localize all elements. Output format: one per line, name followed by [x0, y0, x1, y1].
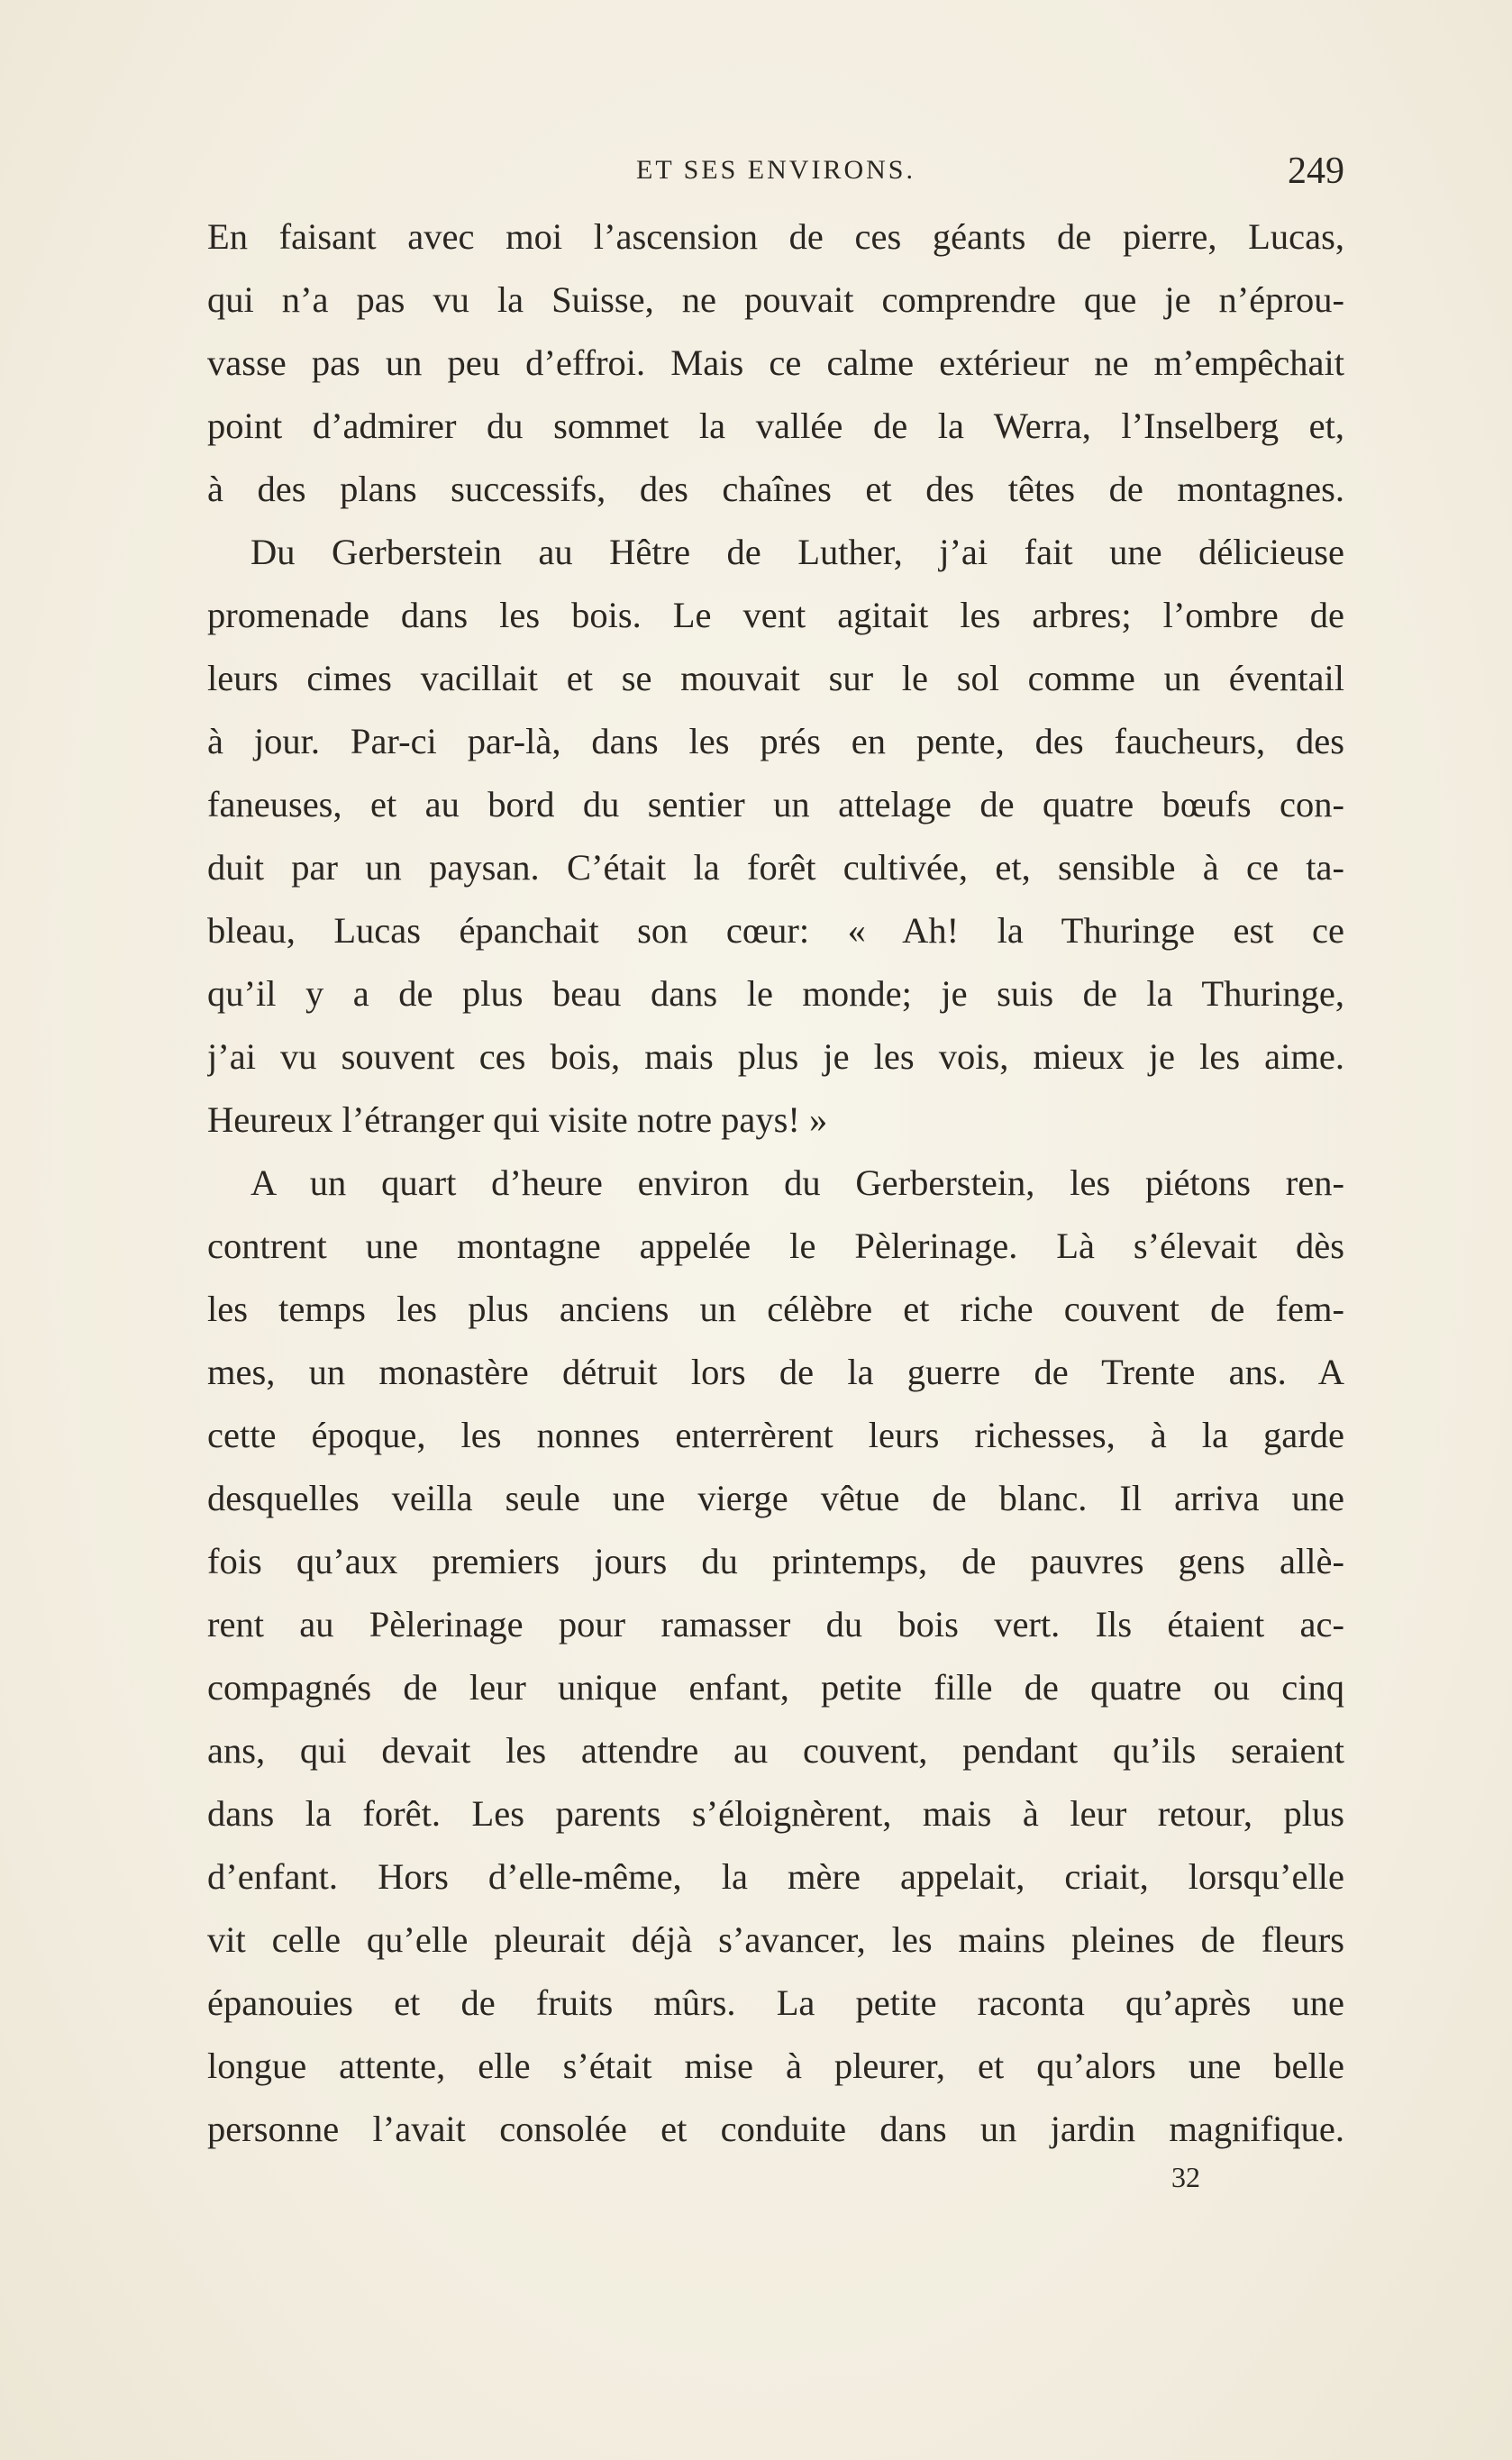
text-line: Heureux l’étranger qui visite notre pays! » [207, 1099, 828, 1140]
text-line: ans, qui devait les attendre au couvent, pendant qu’ils seraient [207, 1730, 1344, 1771]
text-line: longue attente, elle s’était mise à pleurer, et qu’alors une belle [207, 2045, 1344, 2086]
text-line: rent au Pèlerinage pour ramasser du bois vert. Ils étaient ac- [207, 1604, 1344, 1645]
text-line: duit par un paysan. C’était la forêt cultivée, et, sensible à ce ta- [207, 847, 1344, 888]
text-line: les temps les plus anciens un célèbre et riche couvent de fem- [207, 1289, 1344, 1329]
text-line: à des plans successifs, des chaînes et des têtes de montagnes. [207, 469, 1344, 509]
text-line: A un quart d’heure environ du Gerberstein, les piétons ren- [250, 1162, 1344, 1203]
text-line: desquelles veilla seule une vierge vêtue de blanc. Il arriva une [207, 1478, 1344, 1518]
text-line: qui n’a pas vu la Suisse, ne pouvait comprendre que je n’éprou- [207, 279, 1344, 320]
text-line: dans la forêt. Les parents s’éloignèrent, mais à leur retour, plus [207, 1793, 1344, 1834]
signature-mark: 32 [1171, 2161, 1200, 2193]
text-line: Du Gerberstein au Hêtre de Luther, j’ai fait une délicieuse [250, 532, 1344, 572]
text-line: épanouies et de fruits mûrs. La petite raconta qu’après une [207, 1982, 1344, 2023]
text-line: faneuses, et au bord du sentier un attelage de quatre bœufs con- [207, 784, 1344, 825]
text-line: vasse pas un peu d’effroi. Mais ce calme extérieur ne m’empêchait [207, 342, 1344, 383]
text-line: point d’admirer du sommet la vallée de la Werra, l’Inselberg et, [207, 405, 1344, 446]
text-line: à jour. Par-ci par-là, dans les prés en pente, des faucheurs, des [207, 721, 1344, 761]
text-line: leurs cimes vacillait et se mouvait sur le sol comme un éventail [207, 658, 1344, 698]
text-line: personne l’avait consolée et conduite dans un jardin magnifique. [207, 2109, 1344, 2149]
text-line: bleau, Lucas épanchait son cœur: « Ah! la Thuringe est ce [207, 910, 1344, 951]
body-text [207, 205, 1344, 2161]
text-line: contrent une montagne appelée le Pèlerinage. Là s’élevait dès [207, 1225, 1344, 1266]
text-line: qu’il y a de plus beau dans le monde; je suis de la Thuringe, [207, 973, 1344, 1014]
text-line: j’ai vu souvent ces bois, mais plus je les vois, mieux je les aime. [207, 1036, 1344, 1077]
text-line: En faisant avec moi l’ascension de ces géants de pierre, Lucas, [207, 216, 1344, 257]
text-line: fois qu’aux premiers jours du printemps, de pauvres gens allè- [207, 1541, 1344, 1581]
page-number: 249 [1288, 150, 1344, 192]
text-line: vit celle qu’elle pleurait déjà s’avancer, les mains pleines de fleurs [207, 1919, 1344, 1960]
text-line: compagnés de leur unique enfant, petite fille de quatre ou cinq [207, 1667, 1344, 1708]
text-line: d’enfant. Hors d’elle-même, la mère appelait, criait, lorsqu’elle [207, 1856, 1344, 1897]
running-title: ET SES ENVIRONS. [636, 155, 915, 185]
text-line: promenade dans les bois. Le vent agitait les arbres; l’ombre de [207, 595, 1344, 635]
text-line: cette époque, les nonnes enterrèrent leurs richesses, à la garde [207, 1415, 1344, 1455]
text-line: mes, un monastère détruit lors de la guerre de Trente ans. A [207, 1352, 1344, 1392]
running-head [207, 151, 1344, 198]
